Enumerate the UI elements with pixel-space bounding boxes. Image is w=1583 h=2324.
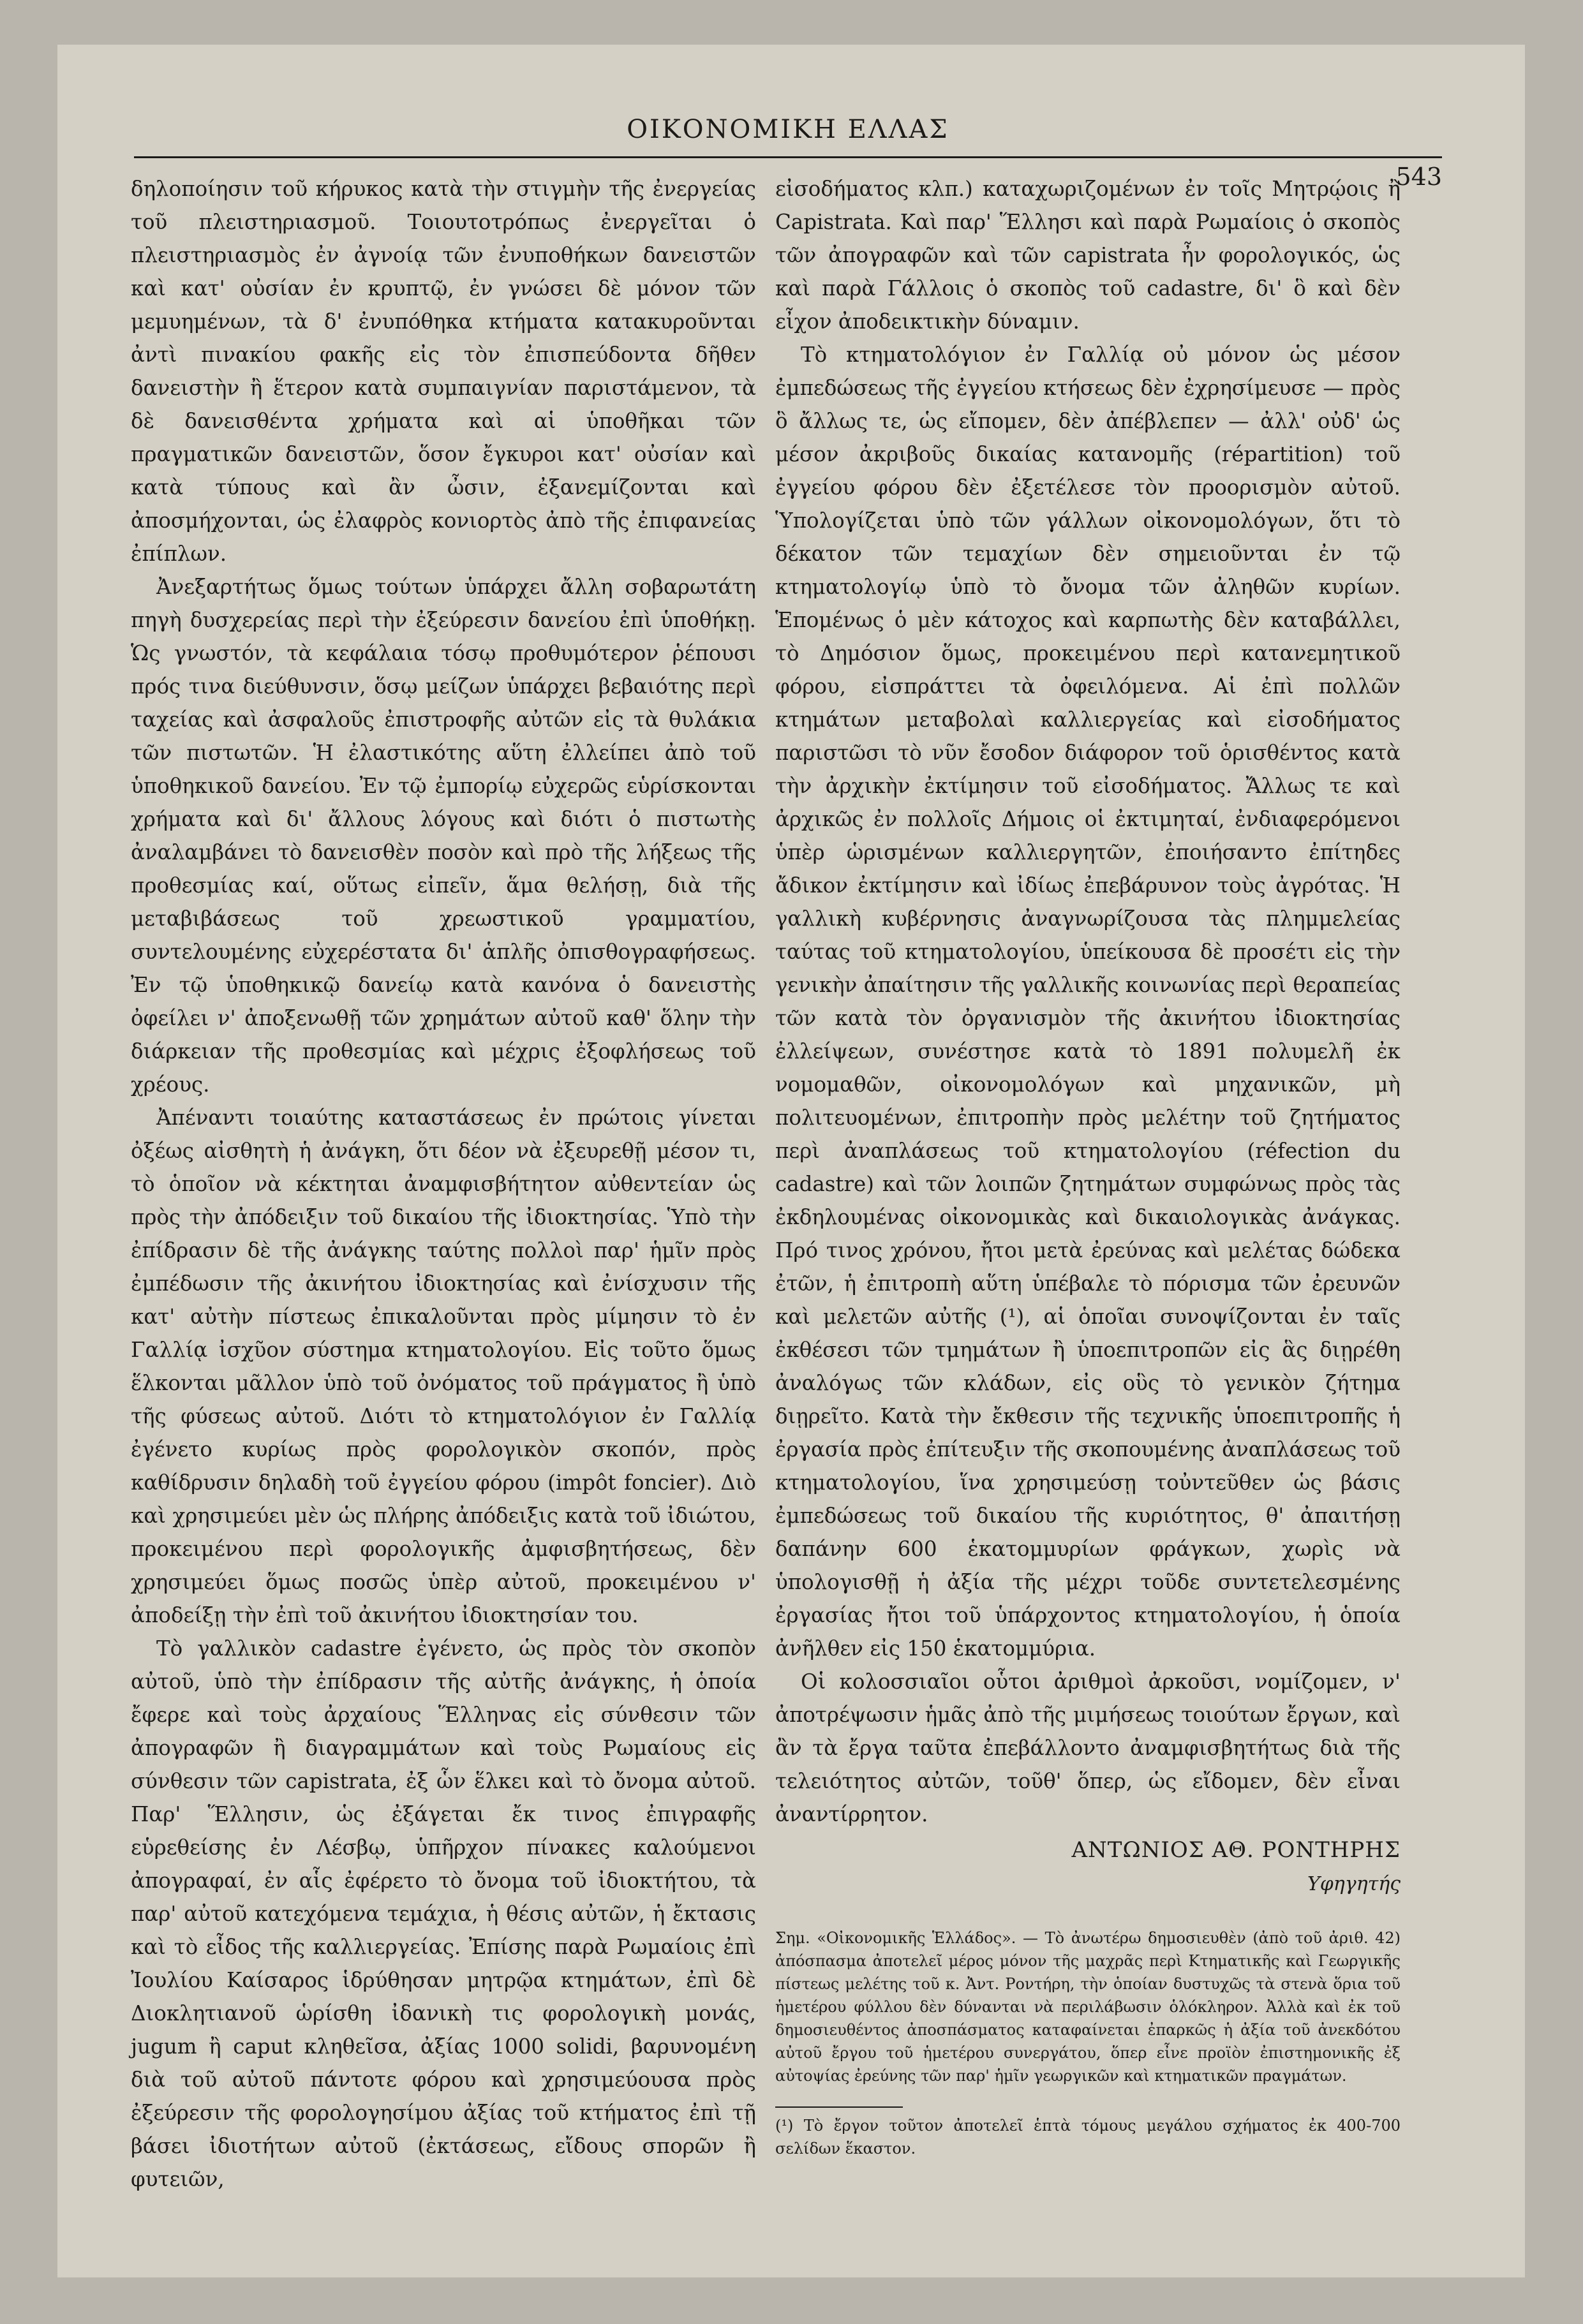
- editor-note: Σημ. «Οἰκονομικῆς Ἑλλάδος». — Τὸ ἀνωτέρω δημοσιευθὲν (ἀπὸ τοῦ ἀριθ. 42) ἀπόσπασμα ἀποτελεῖ μέρος μόνον τῆς μαχρᾶς περὶ Κτηματικῆς καὶ Γεωργικῆς πίστεως μελέτης τοῦ κ. Ἀντ. Ροντήρη, τὴν ὁποίαν δυστυχῶς τὰ στενὰ ὅρια τοῦ ἡμετέρου φύλλου δὲν δύνανται νὰ περιλάβωσιν ὁλόκληρον. Ἀλλὰ καὶ ἐκ τοῦ δημοσιευθέντος ἀποσπάσματος καταφαίνεται ἐπαρκῶς ἡ ἀξία τοῦ ἀνεκδότου αὐτοῦ ἔργου τοῦ ἡμετέρου συνεργάτου, ὅπερ εἶνε προϊὸν ἐπιστημονικῆς ἐξ αὐτοψίας ἐρεύνης τῶν παρ' ἡμῖν γεωργικῶν καὶ κτηματικῶν πραγμάτων.: [775, 1929, 1401, 2085]
- page-header: [134, 96, 1442, 191]
- paragraph: Ἀπέναντι τοιαύτης καταστάσεως ἐν πρώτοις γίνεται ὀξέως αἰσθητὴ ἡ ἀνάγκη, ὅτι δέον νὰ ἐξευρεθῇ μέσον τι, τὸ ὁποῖον νὰ κέκτηται ἀναμφισβήτητον αὐθεντείαν ὡς πρὸς τὴν ἀπόδειξιν τοῦ δικαίου τῆς ἰδιοκτησίας. Ὑπὸ τὴν ἐπίδρασιν δὲ τῆς ἀνάγκης ταύτης πολλοὶ παρ' ἡμῖν πρὸς ἐμπέδωσιν τῆς ἀκινήτου ἰδιοκτησίας καὶ ἐνίσχυσιν τῆς κατ' αὐτὴν πίστεως ἐπικαλοῦνται πρὸς μίμησιν τὸ ἐν Γαλλίᾳ ἰσχῦον σύστημα κτηματολογίου. Εἰς τοῦτο ὅμως ἕλκονται μᾶλλον ὑπὸ τοῦ ὀνόματος τοῦ πράγματος ἢ ὑπὸ τῆς φύσεως αὐτοῦ. Διότι τὸ κτηματολόγιον ἐν Γαλλίᾳ ἐγένετο κυρίως πρὸς φορολογικὸν σκοπόν, πρὸς καθίδρυσιν δηλαδὴ τοῦ ἐγγείου φόρου (impôt foncier). Διὸ καὶ χρησιμεύει μὲν ὡς πλήρης ἀπόδειξις κατὰ τοῦ ἰδιώτου, προκειμένου περὶ φορολογικῆς ἀμφισβητήσεως, δὲν χρησιμεύει ὅμως ποσῶς ὑπὲρ αὐτοῦ, προκειμένου ν' ἀποδείξῃ τὴν ἐπὶ τοῦ ἀκινήτου ἰδιοκτησίαν του.: [131, 1106, 756, 1627]
- header-rule: [134, 156, 1442, 158]
- paragraph: Οἱ κολοσσιαῖοι οὗτοι ἀριθμοὶ ἀρκοῦσι, νομίζομεν, ν' ἀποτρέψωσιν ἡμᾶς ἀπὸ τῆς μιμήσεως τοιούτων ἔργων, καὶ ἂν τὰ ἔργα ταῦτα ἐπεβάλλοντο ἀναμφισβητήτως διὰ τῆς τελειότητος αὐτῶν, τοῦθ' ὅπερ, ὡς εἴδομεν, δὲν εἶναι ἀναντίρρητον.: [775, 1669, 1401, 1826]
- paragraph: Τὸ κτηματολόγιον ἐν Γαλλίᾳ οὐ μόνον ὡς μέσον ἐμπεδώσεως τῆς ἐγγείου κτήσεως δὲν ἐχρησίμευσε — πρὸς ὃ ἄλλως τε, ὡς εἴπομεν, δὲν ἀπέβλεπεν — ἀλλ' οὐδ' ὡς μέσον ἀκριβοῦς δικαίας κατανομῆς (répartition) τοῦ ἐγγείου φόρου δὲν ἐξετέλεσε τὸν προορισμὸν αὐτοῦ. Ὑπολογίζεται ὑπὸ τῶν γάλλων οἰκονομολόγων, ὅτι τὸ δέκατον τῶν τεμαχίων δὲν σημειοῦνται ἐν τῷ κτηματολογίῳ ὑπὸ τὸ ὄνομα τῶν ἀληθῶν κυρίων. Ἑπομένως ὁ μὲν κάτοχος καὶ καρπωτὴς δὲν καταβάλλει, τὸ Δημόσιον ὅμως, προκειμένου περὶ κατανεμητικοῦ φόρου, εἰσπράττει τὰ ὀφειλόμενα. Αἱ ἐπὶ πολλῶν κτημάτων μεταβολαὶ καλλιεργείας καὶ εἰσοδήματος παριστῶσι τὸ νῦν ἔσοδον διάφορον τοῦ ὁρισθέντος κατὰ τὴν ἀρχικὴν ἐκτίμησιν τοῦ εἰσοδήματος. Ἄλλως τε καὶ ἀρχικῶς ἐν πολλοῖς Δήμοις οἱ ἐκτιμηταί, ἐνδιαφερόμενοι ὑπὲρ ὡρισμένων καλλιεργητῶν, ἐποιήσαντο ἐπίτηδες ἄδικον ἐκτίμησιν καὶ ἰδίως ἐπεβάρυνον τοὺς ἀγρότας. Ἡ γαλλικὴ κυβέρνησις ἀναγνωρίζουσα τὰς πλημμελείας ταύτας τοῦ κτηματολογίου, ὑπείκουσα δὲ προσέτι εἰς τὴν γενικὴν ἀπαίτησιν τῆς γαλλικῆς κοινωνίας περὶ θεραπείας τῶν κατὰ τὸν ὀργανισμὸν τῆς ἀκινήτου ἰδιοκτησίας ἐλλείψεων, συνέστησε κατὰ τὸ 1891 πολυμελῆ ἐκ νομομαθῶν, οἰκονομολόγων καὶ μηχανικῶν, μὴ πολιτευομένων, ἐπιτροπὴν πρὸς μελέτην τοῦ ζητήματος περὶ ἀναπλάσεως τοῦ κτηματολογίου (réfection du cadastre) καὶ τῶν λοιπῶν ζητημάτων συμφώνως πρὸς τὰς ἐκδηλουμένας οἰκονομικὰς καὶ δικαιολογικὰς ἀνάγκας. Πρό τινος χρόνου, ἤτοι μετὰ ἐρεύνας καὶ μελέτας δώδεκα ἐτῶν, ἡ ἐπιτροπὴ αὕτη ὑπέβαλε τὸ πόρισμα τῶν ἐρευνῶν καὶ μελετῶν αὐτῆς (¹), αἱ ὁποῖαι συνοψίζονται ἐν ταῖς ἐκθέσεσι τῶν τμημάτων ἢ ὑποεπιτροπῶν εἰς ἃς διῃρέθη ἀναλόγως τῶν κλάδων, εἰς οὓς τὸ γενικὸν ζήτημα διῃρεῖτο. Κατὰ τὴν ἔκθεσιν τῆς τεχνικῆς ὑποεπιτροπῆς ἡ ἐργασία πρὸς ἐπίτευξιν τῆς σκοπουμένης ἀναπλάσεως τοῦ κτηματολογίου, ἵνα χρησιμεύσῃ τοὐντεῦθεν ὡς βάσις ἐμπεδώσεως τοῦ δικαίου τῆς κυριότητος, θ' ἀπαιτήσῃ δαπάνην 600 ἑκατομμυρίων φράγκων, χωρὶς νὰ ὑπολογισθῇ ἡ ἀξία τῆς μέχρι τοῦδε συντετελεσμένης ἐργασίας ἤτοι τοῦ ὑπάρχοντος κτηματολογίου, ἡ ὁποία ἀνῆλθεν εἰς 150 ἑκατομμύρια.: [775, 343, 1401, 1661]
- running-title: ΟΙΚΟΝΟΜΙΚΗ ΕΛΛΑΣ: [627, 115, 949, 144]
- left-column: [131, 172, 756, 2196]
- footnote-rule: [775, 2106, 903, 2108]
- right-column: [775, 172, 1401, 2160]
- paragraph: δηλοποίησιν τοῦ κήρυκος κατὰ τὴν στιγμὴν τῆς ἐνεργείας τοῦ πλειστηριασμοῦ. Τοιουτοτρόπως ἐνεργεῖται ὁ πλειστηριασμὸς ἐν ἀγνοίᾳ τῶν ἐνυποθήκων δανειστῶν καὶ κατ' οὐσίαν ἐν κρυπτῷ, ἐν γνώσει δὲ μόνον τῶν μεμυημένων, τὰ δ' ἐνυπόθηκα κτήματα κατακυροῦνται ἀντὶ πινακίου φακῆς εἰς τὸν ἐπισπεύδοντα δῆθεν δανειστὴν ἢ ἕτερον κατὰ συμπαιγνίαν παριστάμενον, τὰ δὲ δανεισθέντα χρήματα καὶ αἱ ὑποθῆκαι τῶν πραγματικῶν δανειστῶν, ὅσον ἔγκυροι κατ' οὐσίαν καὶ κατὰ τύπους καὶ ἂν ὦσιν, ἐξανεμίζονται καὶ ἀποσμήχονται, ὡς ἐλαφρὸς κονιορτὸς ἀπὸ τῆς ἐπιφανείας ἐπίπλων.: [131, 177, 756, 566]
- paragraph: Τὸ γαλλικὸν cadastre ἐγένετο, ὡς πρὸς τὸν σκοπὸν αὐτοῦ, ὑπὸ τὴν ἐπίδρασιν τῆς αὐτῆς ἀνάγκης, ἡ ὁποία ἔφερε καὶ τοὺς ἀρχαίους Ἕλληνας εἰς σύνθεσιν τῶν ἀπογραφῶν ἢ διαγραμμάτων καὶ τοὺς Ρωμαίους εἰς σύνθεσιν τῶν capistrata, ἐξ ὧν ἕλκει καὶ τὸ ὄνομα αὐτοῦ. Παρ' Ἕλλησιν, ὡς ἐξάγεται ἔκ τινος ἐπιγραφῆς εὑρεθείσης ἐν Λέσβῳ, ὑπῆρχον πίνακες καλούμενοι ἀπογραφαί, ἐν αἷς ἐφέρετο τὸ ὄνομα τοῦ ἰδιοκτήτου, τὰ παρ' αὐτοῦ κατεχόμενα τεμάχια, ἡ θέσις αὐτῶν, ἡ ἔκτασις καὶ τὸ εἶδος τῆς καλλιεργείας. Ἐπίσης παρὰ Ρωμαίοις ἐπὶ Ἰουλίου Καίσαρος ἱδρύθησαν μητρῷα κτημάτων, ἐπὶ δὲ Διοκλητιανοῦ ὡρίσθη ἰδανικὴ τις φορολογικὴ μονάς, jugum ἢ caput κληθεῖσα, ἀξίας 1000 solidi, βαρυνομένη διὰ τοῦ αὐτοῦ πάντοτε φόρου καὶ χρησιμεύουσα πρὸς ἐξεύρεσιν τῆς φορολογησίμου ἀξίας τοῦ κτήματος ἐπὶ τῇ βάσει ἰδιοτήτων αὐτοῦ (ἐκτάσεως, εἴδους σπορῶν ἢ φυτειῶν,: [131, 1636, 756, 2191]
- footnote: (¹) Τὸ ἔργον τοῦτον ἀποτελεῖ ἑπτὰ τόμους μεγάλου σχήματος ἐκ 400-700 σελίδων ἕκαστον.: [775, 2117, 1401, 2157]
- paragraph: Ἀνεξαρτήτως ὅμως τούτων ὑπάρχει ἄλλη σοβαρωτάτη πηγὴ δυσχερείας περὶ τὴν ἐξεύρεσιν δανείου ἐπὶ ὑποθήκῃ. Ὡς γνωστόν, τὰ κεφάλαια τόσῳ προθυμότερον ῥέπουσι πρός τινα διεύθυνσιν, ὅσῳ μείζων ὑπάρχει βεβαιότης περὶ ταχείας καὶ ἀσφαλοῦς ἐπιστροφῆς αὐτῶν εἰς τὰ θυλάκια τῶν πιστωτῶν. Ἡ ἐλαστικότης αὕτη ἐλλείπει ἀπὸ τοῦ ὑποθηκικοῦ δανείου. Ἐν τῷ ἐμπορίῳ εὐχερῶς εὑρίσκονται χρήματα καὶ δι' ἄλλους λόγους καὶ διότι ὁ πιστωτὴς ἀναλαμβάνει τὸ δανεισθὲν ποσὸν καὶ πρὸ τῆς λήξεως τῆς προθεσμίας καί, οὕτως εἰπεῖν, ἅμα θελήσῃ, διὰ τῆς μεταβιβάσεως τοῦ χρεωστικοῦ γραμματίου, συντελουμένης εὐχερέστατα δι' ἁπλῆς ὀπισθογραφήσεως. Ἐν τῷ ὑποθηκικῷ δανείῳ κατὰ κανόνα ὁ δανειστὴς ὀφείλει ν' ἀποξενωθῇ τῶν χρημάτων αὐτοῦ καθ' ὅλην τὴν διάρκειαν τῆς προθεσμίας καὶ μέχρις ἐξοφλήσεως τοῦ χρέους.: [131, 575, 756, 1097]
- author-signature: ΑΝΤΩΝΙΟΣ ΑΘ. ΡΟΝΤΗΡΗΣ: [1071, 1837, 1401, 1863]
- author-role: Υφηγητής: [1307, 1873, 1401, 1895]
- paragraph: εἰσοδήματος κλπ.) καταχωριζομένων ἐν τοῖς Μητρῴοις ἢ Capistrata. Καὶ παρ' Ἕλλησι καὶ παρὰ Ρωμαίοις ὁ σκοπὸς τῶν ἀπογραφῶν καὶ τῶν capistrata ἦν φορολογικός, ὡς καὶ παρὰ Γάλλοις ὁ σκοπὸς τοῦ cadastre, δι' ὃ καὶ δὲν εἶχον ἀποδεικτικὴν δύναμιν.: [775, 177, 1401, 334]
- page-number: 543: [1395, 163, 1442, 191]
